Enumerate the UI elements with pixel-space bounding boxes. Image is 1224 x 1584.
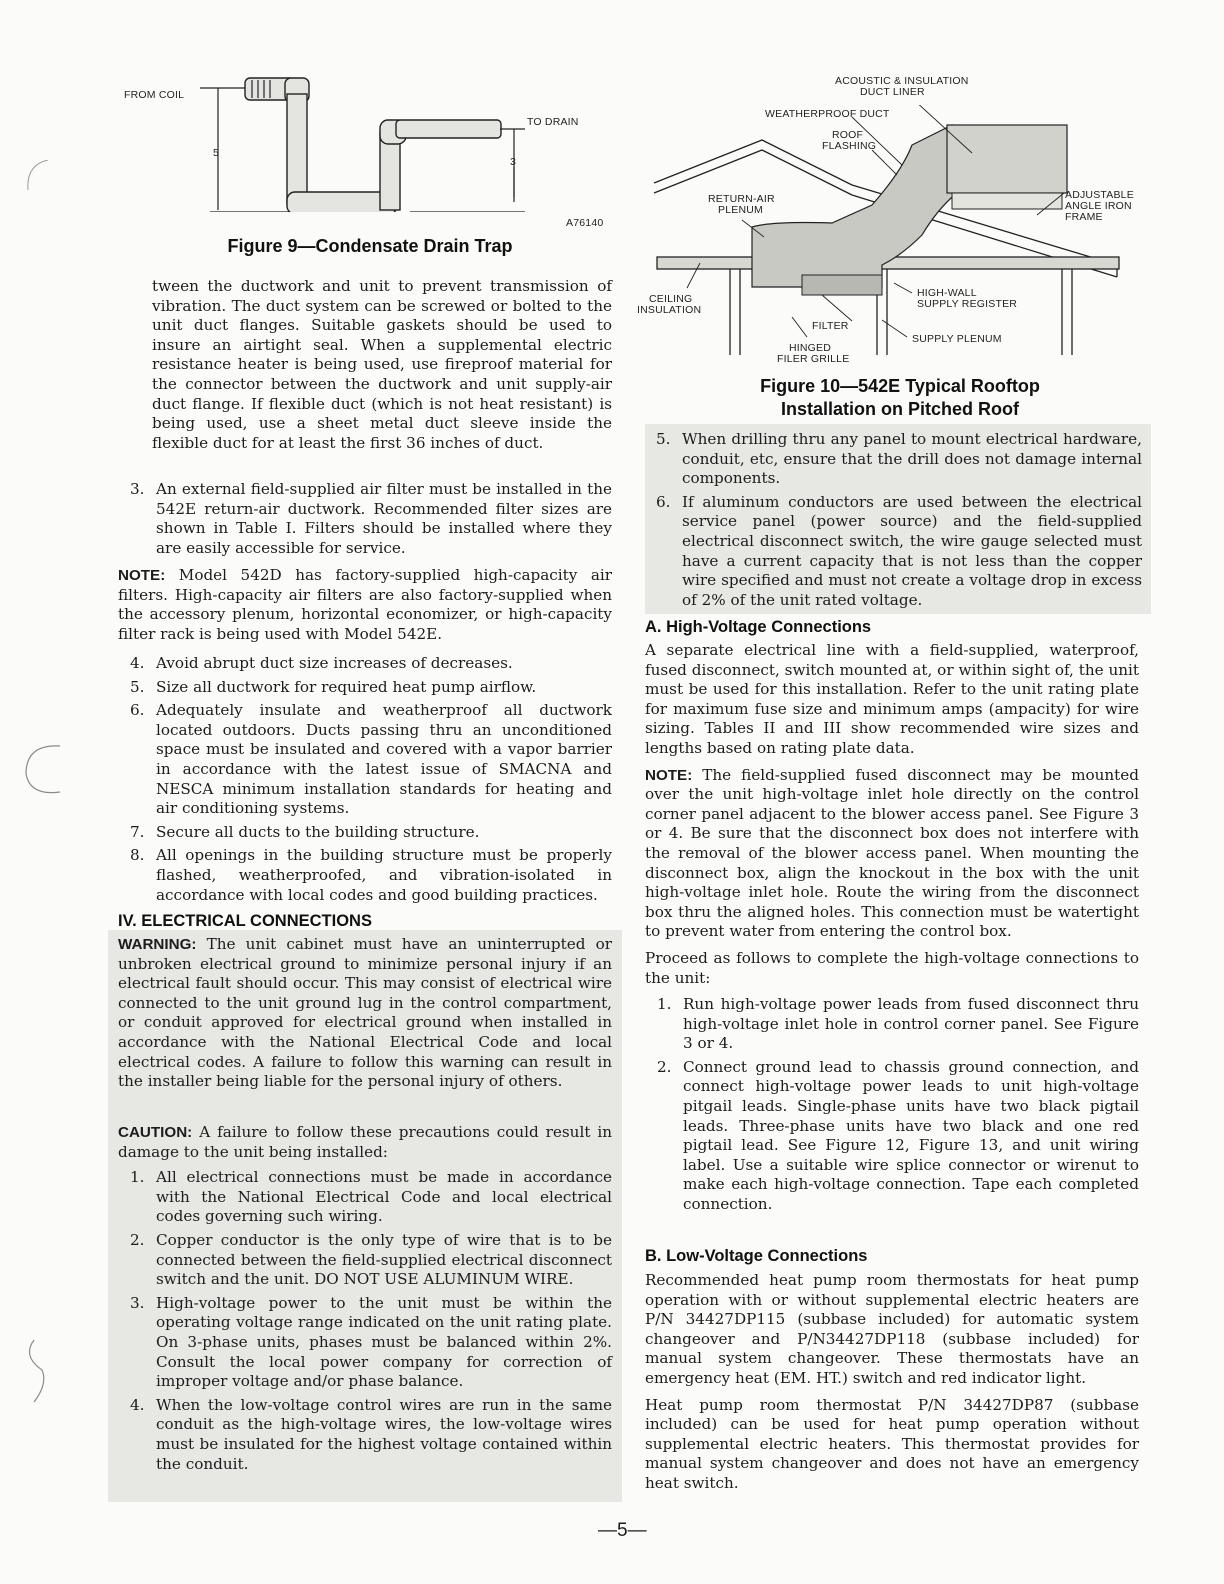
list-number: 4. xyxy=(130,1395,145,1414)
list-item xyxy=(657,995,1139,1054)
caution-item xyxy=(130,1231,612,1290)
note-text: Model 542D has factory-supplied high-capacity air filters. High-capacity air filters are also factory-supplied when the accessory plenum, horizontal economizer, or high-capacity filter rack is being used with Model 542E. xyxy=(118,566,613,643)
list-number: 3. xyxy=(130,480,145,498)
caution-item xyxy=(656,430,1142,489)
figure-9-caption: Figure 9—Condensate Drain Trap xyxy=(227,236,513,256)
warning-label: WARNING: xyxy=(118,936,197,953)
caution-item xyxy=(130,1396,612,1474)
figure-code-label: A76140 xyxy=(566,217,604,229)
filer-grille-label: FILER GRILLE xyxy=(777,353,850,365)
frame-label: FRAME xyxy=(1065,211,1103,223)
list-item xyxy=(130,823,612,843)
filter-label: FILTER xyxy=(812,320,849,332)
list-number: 2. xyxy=(657,1057,672,1076)
supply-register-label: SUPPLY REGISTER xyxy=(917,298,1018,310)
list-text: All electrical connections must be made in accordance with the National Electrical Code and local electrical codes governing such wiring. xyxy=(156,1168,612,1226)
right-column-body xyxy=(645,641,1139,1215)
list-text: Copper conductor is the only type of wire that is to be connected between the field-supplied electrical disconnect switch and the unit. DO NOT USE ALUMINUM WIRE. xyxy=(156,1230,612,1289)
plenum-label: PLENUM xyxy=(718,204,763,216)
punch-hole-lower xyxy=(18,1336,78,1406)
figure-10-caption-line-1: Figure 10—542E Typical Rooftop xyxy=(760,376,1040,396)
note-text: The field-supplied fused disconnect may be mounted over the unit high-voltage inlet hole directly on the control corner panel adjacent to the blower access panel. See Figure 3 or 4. Be sure that the disconnect box does not interfere with the removal of the blower access panel. When mounting the disconnect box, align the knockout in the box with the unit high-voltage inlet hole. Route the wiring from the disconnect box thru the aligned holes. This connection must be watertight to prevent water from entering the control box. xyxy=(645,765,1139,941)
list-text: An external field-supplied air filter must be installed in the 542E return-air ductwork. Recommended filter sizes are shown in Table I. Filters should be installed where they are easily accessible for service. xyxy=(156,480,612,557)
list-number: 2. xyxy=(130,1230,145,1249)
list-text: Avoid abrupt duct size increases of decreases. xyxy=(156,654,513,672)
list-text: High-voltage power to the unit must be within the operating voltage range indicated on the unit rating plate. On 3-phase units, phases must be balanced within 2%. Consult the local power company for correction of improper voltage and/or phase balance. xyxy=(156,1293,612,1391)
list-number: 1. xyxy=(130,1168,145,1187)
list-number: 4. xyxy=(130,654,145,672)
angle-iron-label: ANGLE IRON xyxy=(1065,200,1132,212)
duct-paragraph-continued: tween the ductwork and unit to prevent transmission of vibration. The duct system can be screwed or bolted to the unit duct flanges. Suitable gaskets should be used to insure an airtight seal. When a supplemental electric resistance heater is being used, use fireproof material for the connector between the ductwork and unit supply-air duct flange. If flexible duct (which is not heat resistant) is being used, use a sheet metal duct sleeve inside the flexible duct for at least the first 36 inches of duct. xyxy=(152,277,612,452)
item-3-block xyxy=(130,480,612,558)
note-block xyxy=(118,566,612,644)
list-text: All openings in the building structure must be properly flashed, weatherproofed, and vibration-isolated in accordance with local codes and good building practices. xyxy=(156,846,612,904)
list-number: 8. xyxy=(130,846,145,865)
return-air-label: RETURN-AIR xyxy=(708,193,775,205)
page-number: —5— xyxy=(598,1520,647,1541)
list-number: 1. xyxy=(657,995,672,1014)
adjustable-label: ADJUSTABLE xyxy=(1065,189,1134,201)
heading-high-voltage: A. High-Voltage Connections xyxy=(645,618,872,636)
caution-block xyxy=(118,1123,612,1474)
list-text: Secure all ducts to the building structure. xyxy=(156,822,480,841)
list-text: If aluminum conductors are used between the electrical service panel (power source) and the field-supplied electrical disconnect switch, the wire gauge selected must have a current capacity that is not less than the copper wire specified and must not create a voltage drop in excess of 2% of the unit rated voltage. xyxy=(682,492,1142,609)
list-number: 3. xyxy=(130,1293,145,1312)
list-item xyxy=(130,701,612,819)
list-text: Connect ground lead to chassis ground connection, and connect high-voltage power leads to unit high-voltage pitgail leads. Single-phase units have two black pigtail leads. Three-phase units have two black and one red pigtail lead. See Figure 12, Figure 13, and unit wiring label. Use a suitable wire splice connector or wirenut to make each high-voltage connection. Tape each completed connection. xyxy=(683,1057,1139,1214)
list-number: 5. xyxy=(656,430,671,448)
caution-item xyxy=(130,1294,612,1392)
from-coil-label: FROM COIL xyxy=(124,89,185,101)
dimension-5-label: 5 xyxy=(213,147,220,159)
ceiling-insulation-label: INSULATION xyxy=(637,304,702,316)
condensate-drain-trap-drawing xyxy=(180,72,650,212)
duct-list xyxy=(130,654,612,905)
list-item xyxy=(130,678,612,698)
caution-text: A failure to follow these precautions could result in damage to the unit being installed: xyxy=(118,1123,612,1161)
high-wall-label: HIGH-WALL xyxy=(917,287,977,299)
list-text: When drilling thru any panel to mount electrical hardware, conduit, etc, ensure that the drill does not damage internal components. xyxy=(682,430,1142,488)
list-item xyxy=(657,1058,1139,1215)
rooftop-installation-drawing xyxy=(652,105,1132,355)
caution-item xyxy=(656,493,1142,611)
to-drain-label: TO DRAIN xyxy=(527,116,579,128)
warning-text: The unit cabinet must have an uninterrupted or unbroken electrical ground to minimize personal injury if an electrical fault should occur. This may consist of electrical wire connected to the unit ground lug in the control compartment, or conduit approved for electrical ground when installed in accordance with the National Electrical Code and local electrical codes. A failure to follow this warning can result in the installer being liable for the personal injury of others. xyxy=(118,935,612,1091)
left-column-upper xyxy=(152,277,612,453)
list-text: Adequately insulate and weatherproof all ductwork located outdoors. Ducts passing thru an unconditioned space must be insulated and covered with a vapor barrier in accordance with the latest issue of SMACNA and NESCA minimum installation standards for heating and air conditioning systems. xyxy=(156,701,612,818)
list-item xyxy=(130,480,612,558)
thermostat-paragraph-1: Recommended heat pump room thermostats for heat pump operation with or without supplemental electric heaters are P/N 34427DP115 (subbase included) for automatic system changeover and P/N34427DP118 (subbase included) for manual system changeover. These thermostats have an emergency heat (EM. HT.) switch and red indicator light. xyxy=(645,1271,1139,1387)
roof-label: ROOF xyxy=(832,129,864,141)
list-item xyxy=(130,846,612,905)
list-number: 5. xyxy=(130,677,145,696)
heading-low-voltage: B. Low-Voltage Connections xyxy=(645,1247,868,1265)
caution-item xyxy=(130,1168,612,1227)
warning-block xyxy=(118,935,612,1092)
caution-continued-block xyxy=(656,430,1142,610)
duct-liner-label: DUCT LINER xyxy=(860,86,925,98)
ceiling-label: CEILING xyxy=(649,293,693,305)
punch-hole-middle xyxy=(18,742,78,802)
hinged-label: HINGED xyxy=(789,342,832,354)
acoustic-insulation-label: ACOUSTIC & INSULATION xyxy=(835,75,969,87)
list-text: When the low-voltage control wires are run in the same conduit as the high-voltage wires, the low-voltage wires must be insulated for the highest voltage contained within the conduit. xyxy=(156,1395,612,1473)
note-label: NOTE: xyxy=(118,567,166,584)
list-number: 6. xyxy=(656,492,671,511)
flashing-label: FLASHING xyxy=(822,140,877,152)
punch-hole-decoration xyxy=(18,160,58,660)
proceed-paragraph: Proceed as follows to complete the high-voltage connections to the unit: xyxy=(645,948,1139,987)
dimension-3-label: 3 xyxy=(510,156,517,168)
weatherproof-duct-label: WEATHERPROOF DUCT xyxy=(765,108,890,120)
caution-label: CAUTION: xyxy=(118,1124,193,1141)
list-text: Size all ductwork for required heat pump airflow. xyxy=(156,677,537,696)
list-text: Run high-voltage power leads from fused disconnect thru high-voltage inlet hole in control corner panel. See Figure 3 or 4. xyxy=(683,995,1139,1053)
low-voltage-body xyxy=(645,1271,1139,1494)
list-number: 7. xyxy=(130,822,145,841)
note-label: NOTE: xyxy=(645,766,693,784)
list-number: 6. xyxy=(130,701,145,720)
supply-plenum-label: SUPPLY PLENUM xyxy=(912,333,1002,345)
high-voltage-paragraph: A separate electrical line with a field-supplied, waterproof, fused disconnect, switch mounted at, or within sight of, the unit must be used for this installation. Refer to the unit rating plate for maximum fuse size and minimum amps (ampacity) for wire sizing. Tables II and III show recommended wire sizes and lengths based on rating plate data. xyxy=(645,641,1139,757)
thermostat-paragraph-2: Heat pump room thermostat P/N 34427DP87 (subbase included) can be used for heat pump operation without supplemental electric heaters. This thermostat provides for manual system changeover and does not have an emergency heat switch. xyxy=(645,1395,1139,1492)
figure-10-caption-line-2: Installation on Pitched Roof xyxy=(781,399,1019,419)
section-heading-electrical: IV. ELECTRICAL CONNECTIONS xyxy=(118,912,372,930)
list-item xyxy=(130,654,612,674)
